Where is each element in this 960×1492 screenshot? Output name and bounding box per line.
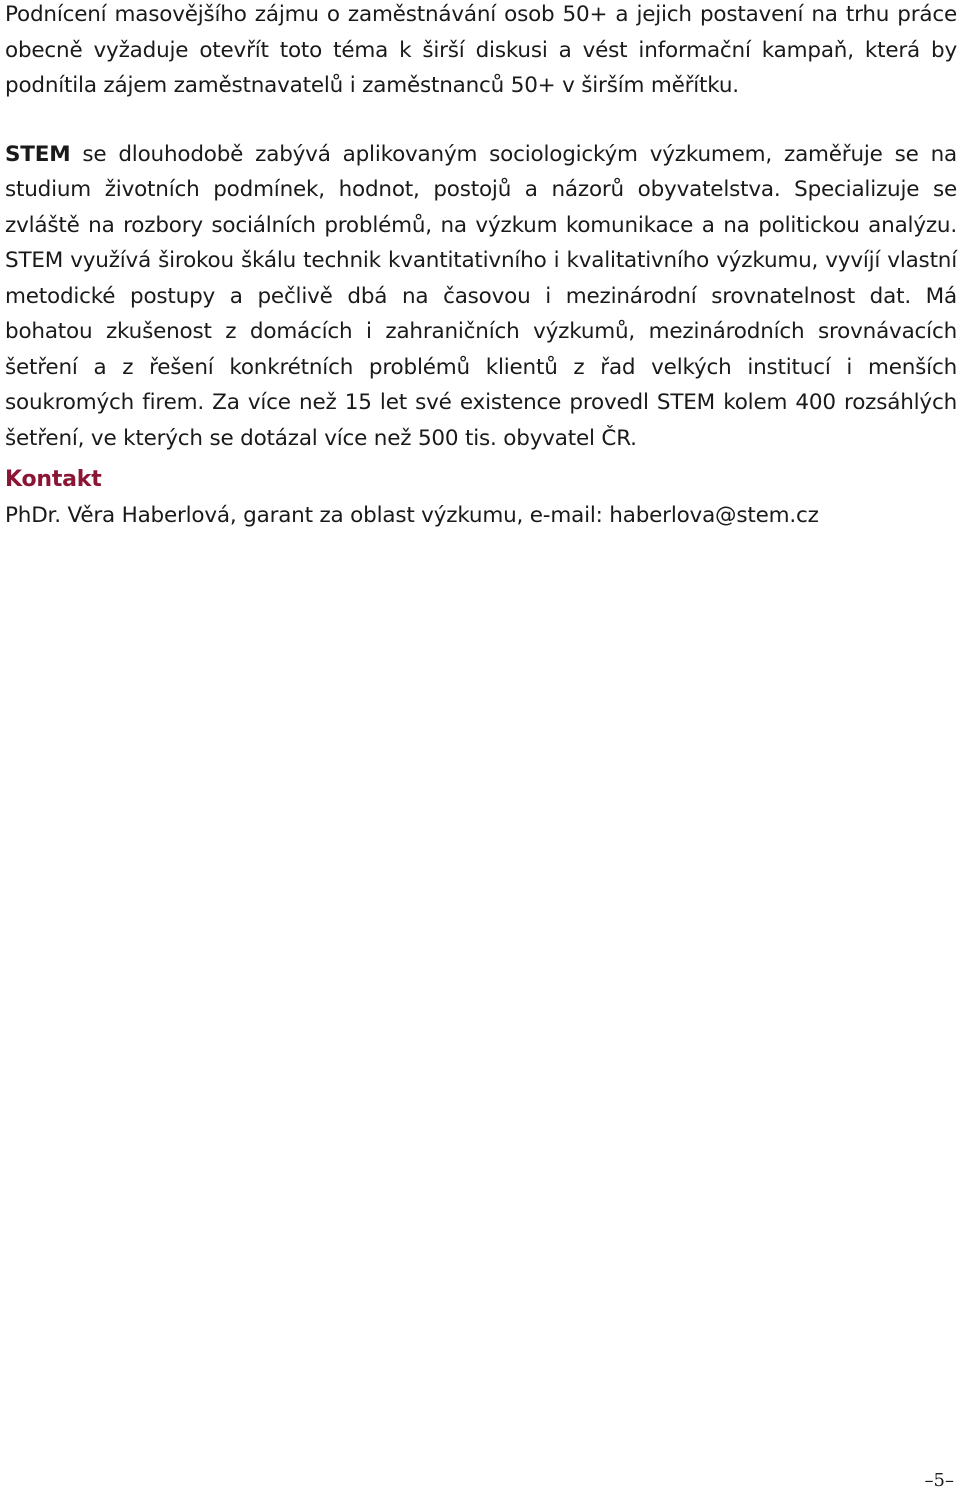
stem-brand-name: STEM <box>5 141 71 167</box>
contact-heading: Kontakt <box>5 467 102 492</box>
page-number: –5– <box>924 1470 954 1491</box>
contact-line: PhDr. Věra Haberlová, garant za oblast výzkumu, e-mail: haberlova@stem.cz <box>5 503 819 528</box>
intro-paragraph: Podnícení masovějšího zájmu o zaměstnávání osob 50+ a jejich postavení na trhu práce obecně vyžaduje otevřít toto téma k širší diskusi a vést informační kampaň, která by podnítila zájem zaměstnavatelů i zaměstnanců 50+ v širším měřítku. <box>5 2 957 98</box>
document-page <box>5 0 957 534</box>
stem-description-paragraph <box>5 137 957 457</box>
stem-description-text: se dlouhodobě zabývá aplikovaným sociologickým výzkumem, zaměřuje se na studium životních podmínek, hodnot, postojů a názorů obyvatelstva. Specializuje se zvláště na rozbory sociálních problémů, na výzkum komunikace a na politickou analýzu. STEM využívá širokou škálu technik kvantitativního i kvalitativního výzkumu, vyvíjí vlastní metodické postupy a pečlivě dbá na časovou i mezinárodní srovnatelnost dat. Má bohatou zkušenost z domácích i zahraničních výzkumů, mezinárodních srovnávacích šetření a z řešení konkrétních problémů klientů z řad velkých institucí i menších soukromých firem. Za více než 15 let své existence provedl STEM kolem 400 rozsáhlých šetření, ve kterých se dotázal více než 500 tis. obyvatel ČR. <box>5 141 957 451</box>
